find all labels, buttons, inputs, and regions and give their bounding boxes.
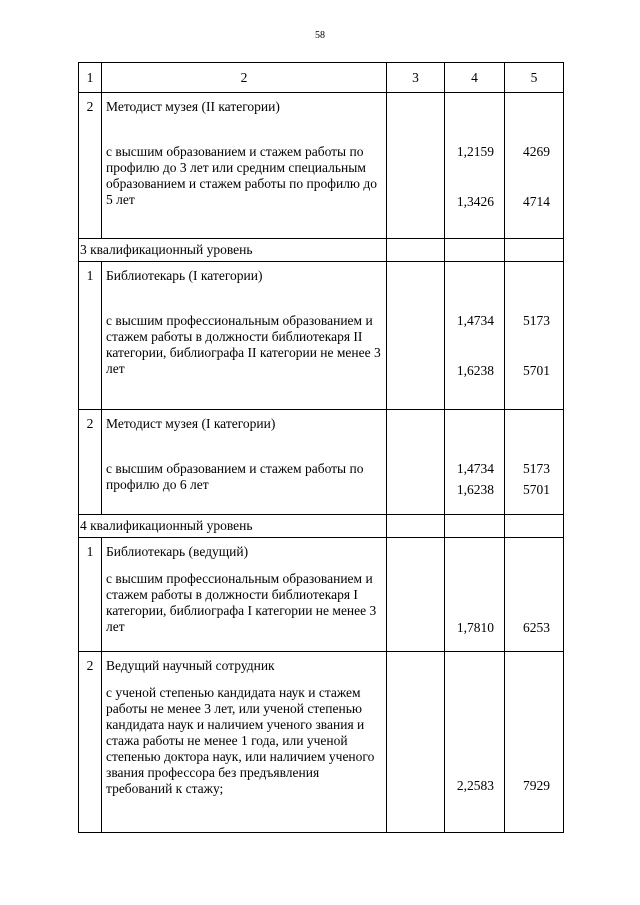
coefficient-value: 1,3426: [456, 194, 494, 209]
position-requirements: с ученой степенью кандидата наук и стажем работы не менее 3 лет, или ученой степенью кандидата наук и наличием ученого звания и стажа работы не менее 1 года, или ученой степенью доктора наук, или наличием ученого звания профессора без предъявления требований к стажу;: [106, 685, 375, 796]
table-row: [79, 538, 564, 652]
coefficient-value: 2,2583: [456, 778, 494, 793]
position-title: Методист музея (II категории): [106, 99, 280, 114]
row-number: 2: [79, 410, 102, 515]
coefficient-value: 1,4734: [456, 461, 494, 476]
position-requirements: с высшим образованием и стажем работы по профилю до 6 лет: [106, 461, 364, 492]
salary-value: 4269: [523, 144, 550, 159]
position-requirements: с высшим профессиональным образованием и стажем работы в должности библиотекаря I категории, библиографа I категории не менее 3 лет: [106, 571, 377, 634]
salary-value: 5701: [523, 363, 550, 378]
coefficient-value: 1,7810: [456, 620, 494, 635]
position-requirements: с высшим образованием и стажем работы по профилю до 3 лет или средним специальным образованием и стажем работы по профилю до 5 лет: [106, 144, 378, 207]
coefficient-value: 1,4734: [456, 313, 494, 328]
header-cell: 5: [505, 63, 564, 93]
coefficient-value: 1,2159: [456, 144, 494, 159]
qualification-level-row: [79, 515, 564, 538]
row-number: 1: [79, 262, 102, 410]
salary-value: 5173: [523, 313, 550, 328]
position-title: Ведущий научный сотрудник: [106, 658, 275, 673]
header-cell: 4: [445, 63, 505, 93]
row-number: 2: [79, 652, 102, 833]
row-number: 2: [79, 93, 102, 239]
position-requirements: с высшим профессиональным образованием и стажем работы в должности библиотекаря II категории, библиографа II категории не менее 3 лет: [106, 313, 381, 376]
page-number: 58: [315, 30, 325, 41]
position-title: Библиотекарь (ведущий): [106, 544, 249, 559]
table-header-row: [79, 63, 564, 93]
salary-value: 5701: [523, 482, 550, 497]
table-row: [79, 410, 564, 515]
row-number: 1: [79, 538, 102, 652]
coefficient-value: 1,6238: [456, 482, 494, 497]
coefficient-value: 1,6238: [456, 363, 494, 378]
header-cell: 1: [79, 63, 102, 93]
table-row: [79, 262, 564, 410]
position-title: Методист музея (I категории): [106, 416, 276, 431]
header-cell: 3: [387, 63, 445, 93]
salary-value: 5173: [523, 461, 550, 476]
qualification-level: 4 квалификационный уровень: [79, 515, 387, 538]
qualification-level: 3 квалификационный уровень: [79, 239, 387, 262]
salary-table: [78, 62, 564, 833]
salary-value: 7929: [523, 778, 550, 793]
header-cell: 2: [102, 63, 387, 93]
table-row: [79, 652, 564, 833]
position-title: Библиотекарь (I категории): [106, 268, 263, 283]
salary-value: 6253: [523, 620, 550, 635]
salary-value: 4714: [523, 194, 550, 209]
qualification-level-row: [79, 239, 564, 262]
table-row: [79, 93, 564, 239]
